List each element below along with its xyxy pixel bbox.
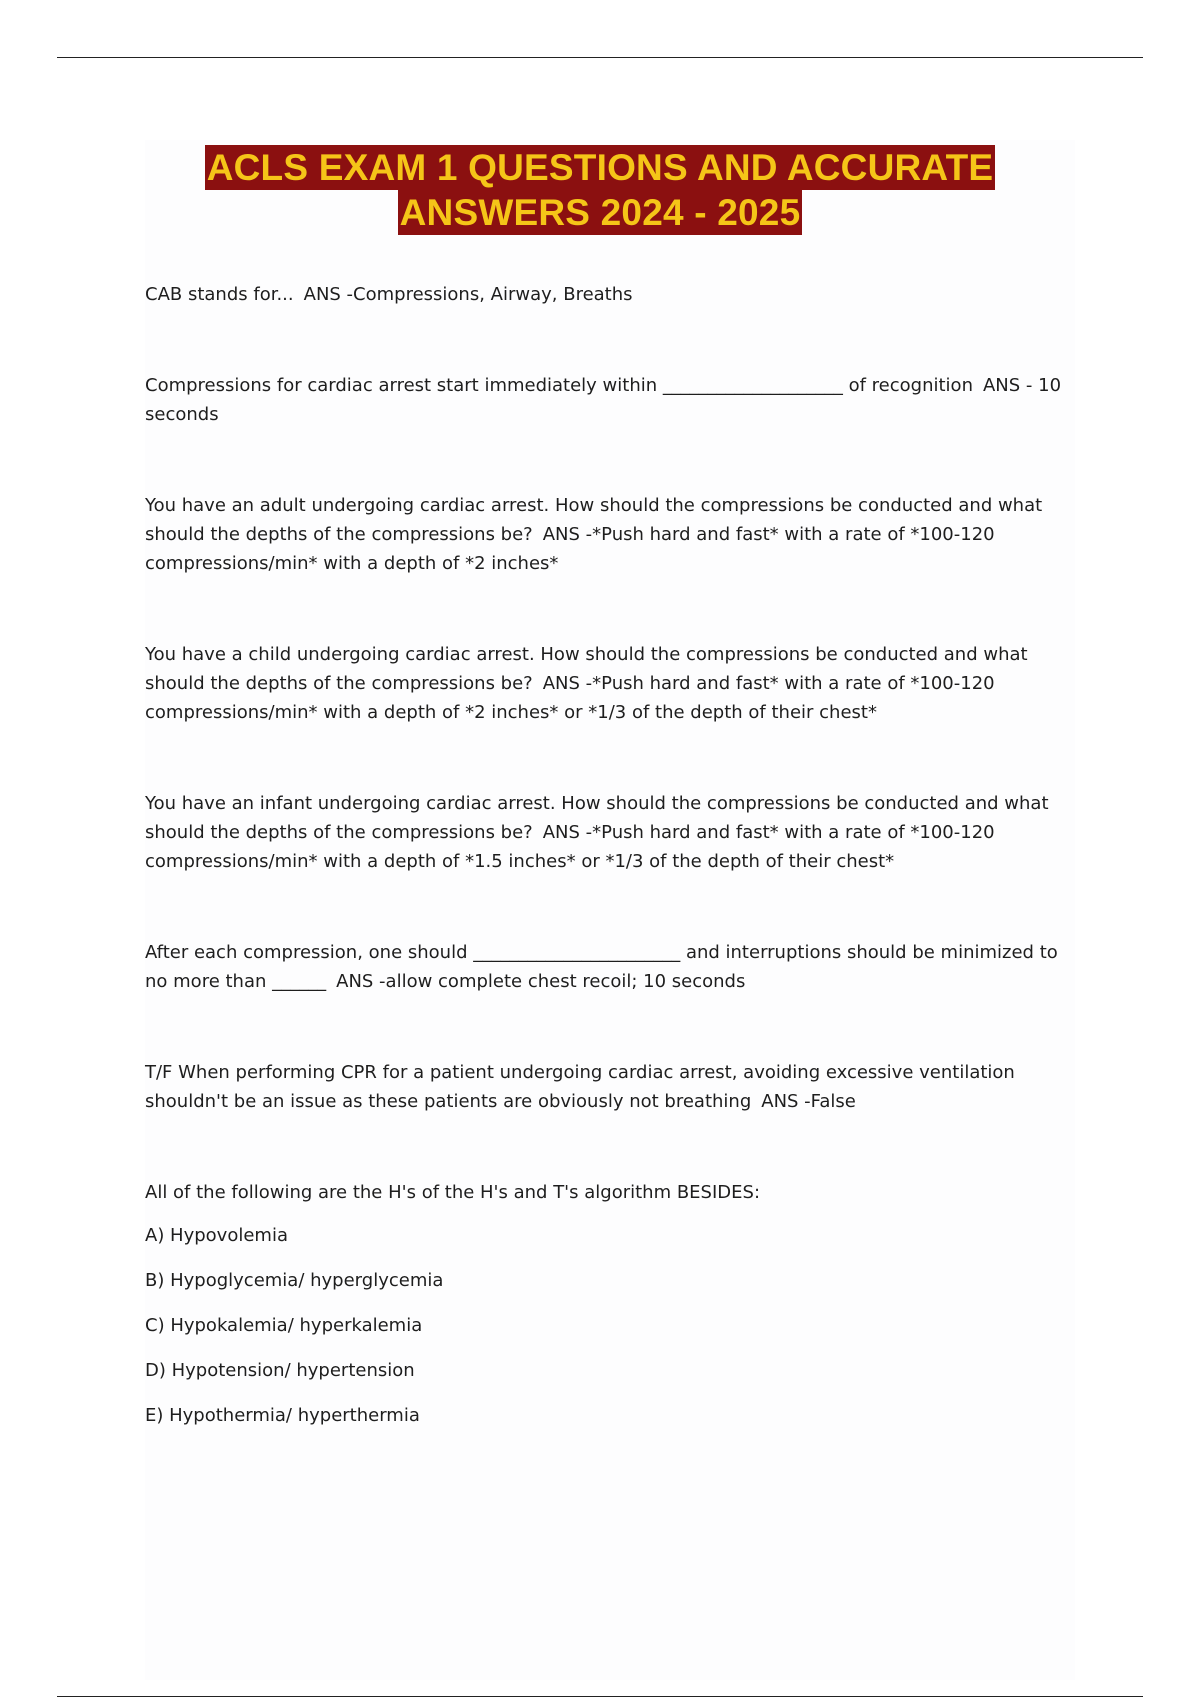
top-rule: [57, 57, 1143, 58]
mc-option-d: D) Hypotension/ hypertension: [145, 1360, 415, 1381]
title-line-1: ACLS EXAM 1 QUESTIONS AND ACCURATE: [206, 147, 994, 188]
answer-text: ANS -*Push hard and fast* with a rate of *100-120 compressions/min* with a depth of *2 inches*: [145, 524, 995, 574]
mc-prompt: All of the following are the H's of the H's and T's algorithm BESIDES:: [145, 1182, 761, 1203]
answer-text: ANS -*Push hard and fast* with a rate of *100-120 compressions/min* with a depth of *1.5 inches* or *1/3 of the depth of their chest*: [145, 822, 995, 872]
answer-text: ANS - 10 seconds: [145, 375, 1062, 425]
qa-item-6: [145, 938, 1075, 996]
question-text: You have an adult undergoing cardiac arrest. How should the compressions be conducted and what should the depths of the compressions be?: [145, 495, 1043, 545]
answer-text: ANS -False: [761, 1091, 856, 1112]
qa-item-1: [145, 280, 1075, 309]
title-line-2: ANSWERS 2024 - 2025: [399, 192, 801, 233]
question-text: Compressions for cardiac arrest start immediately within ____________________ of recognition: [145, 375, 973, 396]
question-text: You have a child undergoing cardiac arrest. How should the compressions be conducted and what should the depths of the compressions be?: [145, 644, 1028, 694]
document-title: [0, 145, 1200, 235]
qa-item-4: [145, 640, 1075, 727]
qa-item-2: [145, 371, 1075, 429]
qa-item-3: [145, 491, 1075, 578]
answer-text: ANS -*Push hard and fast* with a rate of *100-120 compressions/min* with a depth of *2 inches* or *1/3 of the depth of their chest*: [145, 673, 995, 723]
qa-item-7: [145, 1058, 1075, 1116]
mc-option-b: B) Hypoglycemia/ hyperglycemia: [145, 1270, 444, 1291]
qa-item-5: [145, 789, 1075, 876]
question-text: CAB stands for...: [145, 284, 294, 305]
answer-text: ANS -Compressions, Airway, Breaths: [303, 284, 633, 305]
qa-content: [145, 280, 1075, 1446]
question-text: T/F When performing CPR for a patient undergoing cardiac arrest, avoiding excessive ventilation shouldn't be an issue as these patients are obviously not breathing: [145, 1062, 1015, 1112]
question-text: You have an infant undergoing cardiac arrest. How should the compressions be conducted and what should the depths of the compressions be?: [145, 793, 1049, 843]
answer-text: ANS -allow complete chest recoil; 10 seconds: [336, 971, 746, 992]
bottom-rule: [57, 1696, 1143, 1697]
mc-option-a: A) Hypovolemia: [145, 1225, 288, 1246]
mc-option-e: E) Hypothermia/ hyperthermia: [145, 1405, 420, 1426]
question-text: After each compression, one should _______________________ and interruptions should be minimized to no more than ______: [145, 942, 1058, 992]
mc-option-c: C) Hypokalemia/ hyperkalemia: [145, 1315, 423, 1336]
